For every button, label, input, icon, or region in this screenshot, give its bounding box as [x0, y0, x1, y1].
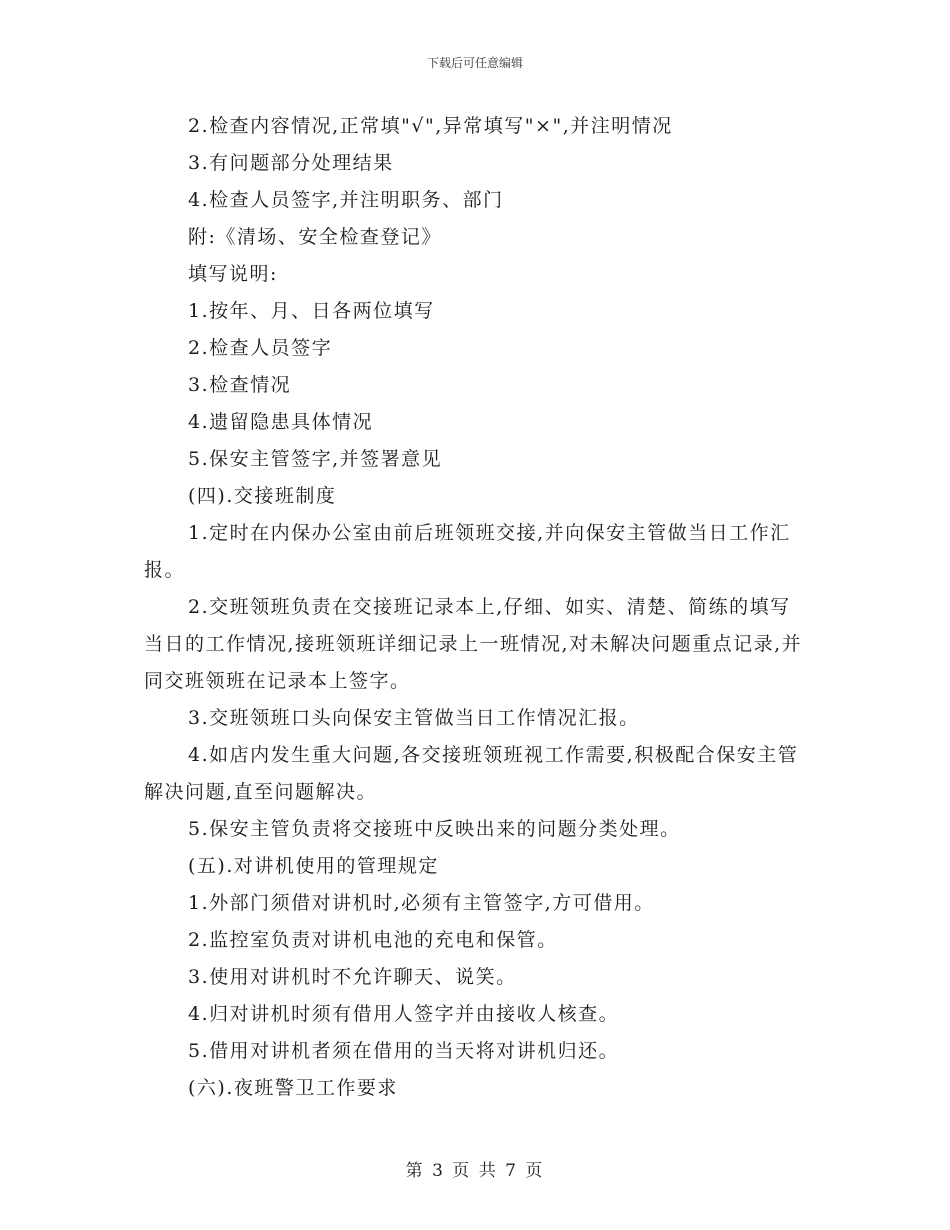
paragraph: 4.如店内发生重大问题,各交接班领班视工作需要,积极配合保安主管解决问题,直至问题解决。	[144, 744, 799, 803]
page-footer: 第 3 页 共 7 页	[405, 1161, 545, 1181]
text-line: 5.借用对讲机者须在借用的当天将对讲机归还。	[188, 1040, 620, 1062]
paragraph: 2.交班领班负责在交接班记录本上,仔细、如实、清楚、简练的填写当日的工作情况,接班领班详细记录上一班情况,对未解决问题重点记录,并同交班领班在记录本上签字。	[144, 596, 803, 692]
text-line: 1.按年、月、日各两位填写	[188, 300, 435, 322]
text-line: 3.使用对讲机时不允许聊天、说笑。	[188, 966, 517, 988]
section-heading: (四).交接班制度	[188, 485, 337, 507]
text-line: 4.遗留隐患具体情况	[188, 411, 374, 433]
text-line: 填写说明:	[188, 263, 278, 285]
text-line: 3.有问题部分处理结果	[188, 152, 394, 174]
text-line: 5.保安主管签字,并签署意见	[188, 448, 443, 470]
text-line: 附:《清场、安全检查登记》	[188, 226, 442, 248]
text-line: 4.归对讲机时须有借用人签字并由接收人核查。	[188, 1003, 620, 1025]
text-line: 3.检查情况	[188, 374, 292, 396]
text-line: 1.外部门须借对讲机时,必须有主管签字,方可借用。	[188, 892, 655, 914]
text-line: 2.检查内容情况,正常填"√",异常填写"×",并注明情况	[188, 115, 673, 137]
paragraph: 3.交班领班口头向保安主管做当日工作情况汇报。	[188, 707, 640, 729]
document-body	[144, 108, 808, 1107]
text-line: 4.检查人员签字,并注明职务、部门	[188, 189, 504, 211]
paragraph: 1.定时在内保办公室由前后班领班交接,并向保安主管做当日工作汇报。	[144, 522, 791, 581]
section-heading: (五).对讲机使用的管理规定	[188, 855, 439, 877]
section-heading: (六).夜班警卫工作要求	[188, 1077, 398, 1099]
text-line: 2.监控室负责对讲机电池的充电和保管。	[188, 929, 558, 951]
text-line: 2.检查人员签字	[188, 337, 333, 359]
paragraph: 5.保安主管负责将交接班中反映出来的问题分类处理。	[188, 818, 681, 840]
page-header: 下载后可任意编辑	[426, 56, 523, 70]
